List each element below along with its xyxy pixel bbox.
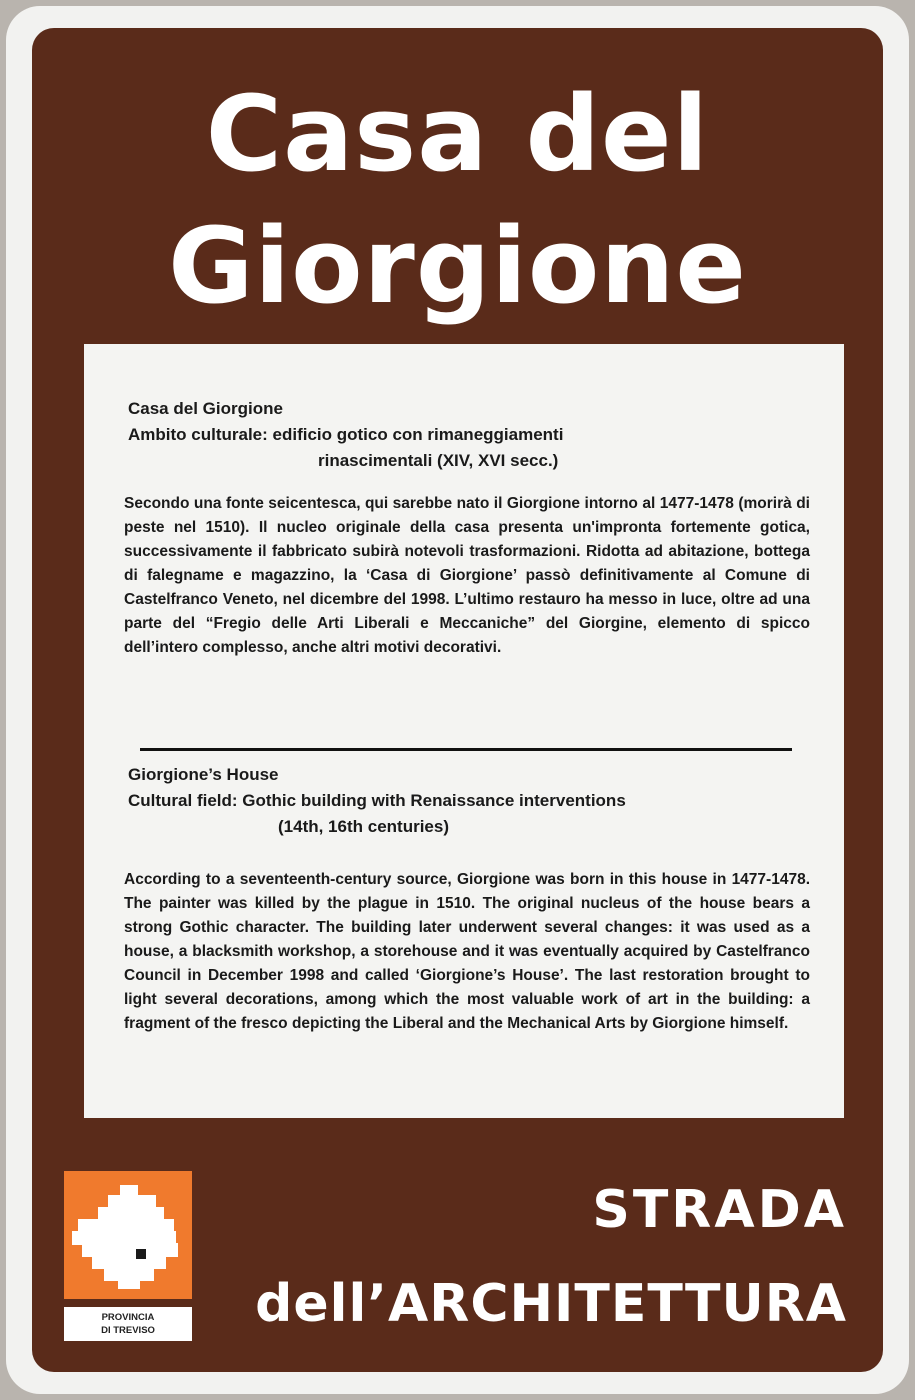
logo-caption xyxy=(64,1307,192,1341)
strada-architettura-brand xyxy=(255,1178,847,1336)
english-subheading-2: (14th, 16th centuries) xyxy=(278,817,449,836)
logo-caption-line-2: DI TREVISO xyxy=(101,1325,155,1336)
sign-white-border xyxy=(6,6,909,1394)
english-subheading-1: Cultural field: Gothic building with Renaissance interventions xyxy=(128,791,626,810)
english-header xyxy=(128,762,626,840)
sign-title xyxy=(32,68,883,332)
italian-subheading-2: rinascimentali (XIV, XVI secc.) xyxy=(318,451,559,470)
english-description: According to a seventeenth-century source, Giorgione was born in this house in 1477-1478. The painter was killed by the plague in 1510. The original nucleus of the house bears a strong Gothic character. The building later underwent several changes: it was used as a house, a blacksmith workshop, a storehouse and it was eventually acquired by Castelfranco Council in December 1998 and called ‘Giorgione’s House’. The last restoration brought to light several decorations, among which the most valuable work of art in the building: a fragment of the fresco depicting the Liberal and the Mechanical Arts by Giorgione himself. xyxy=(124,871,810,1032)
treviso-province-map-icon xyxy=(64,1171,192,1299)
italian-description: Secondo una fonte seicentesca, qui sarebbe nato il Giorgione intorno al 1477-1478 (morirà di peste nel 1510). Il nucleo originale della casa presenta un'impronta fortemente gotica, successivamente il fabbricato subirà notevoli trasformazioni. Ridotta ad abitazione, bottega di falegname e magazzino, la ‘Casa di Giorgione’ passò definitivamente al Comune di Castelfranco Veneto, nel dicembre del 1998. L’ultimo restauro ha messo in luce, oltre ad una parte del “Fregio delle Arti Liberali e Meccaniche” del Giorgine, elemento di spicco dell’intero complesso, anche altri motivi decorativi. xyxy=(124,495,810,656)
section-divider xyxy=(140,748,792,751)
italian-heading: Casa del Giorgione xyxy=(128,399,283,418)
title-line-2: Giorgione xyxy=(168,205,747,327)
logo-caption-line-1: PROVINCIA xyxy=(101,1312,155,1323)
brand-line-2: dell’ARCHITETTURA xyxy=(255,1274,847,1334)
english-heading: Giorgione’s House xyxy=(128,765,279,784)
title-line-1: Casa del xyxy=(205,73,710,195)
brown-sign-panel xyxy=(32,28,883,1372)
brand-line-1: STRADA xyxy=(592,1180,847,1240)
italian-header xyxy=(128,396,563,474)
provincia-logo xyxy=(64,1171,192,1335)
information-panel xyxy=(84,344,844,1118)
italian-subheading-1: Ambito culturale: edificio gotico con rimaneggiamenti xyxy=(128,425,564,444)
